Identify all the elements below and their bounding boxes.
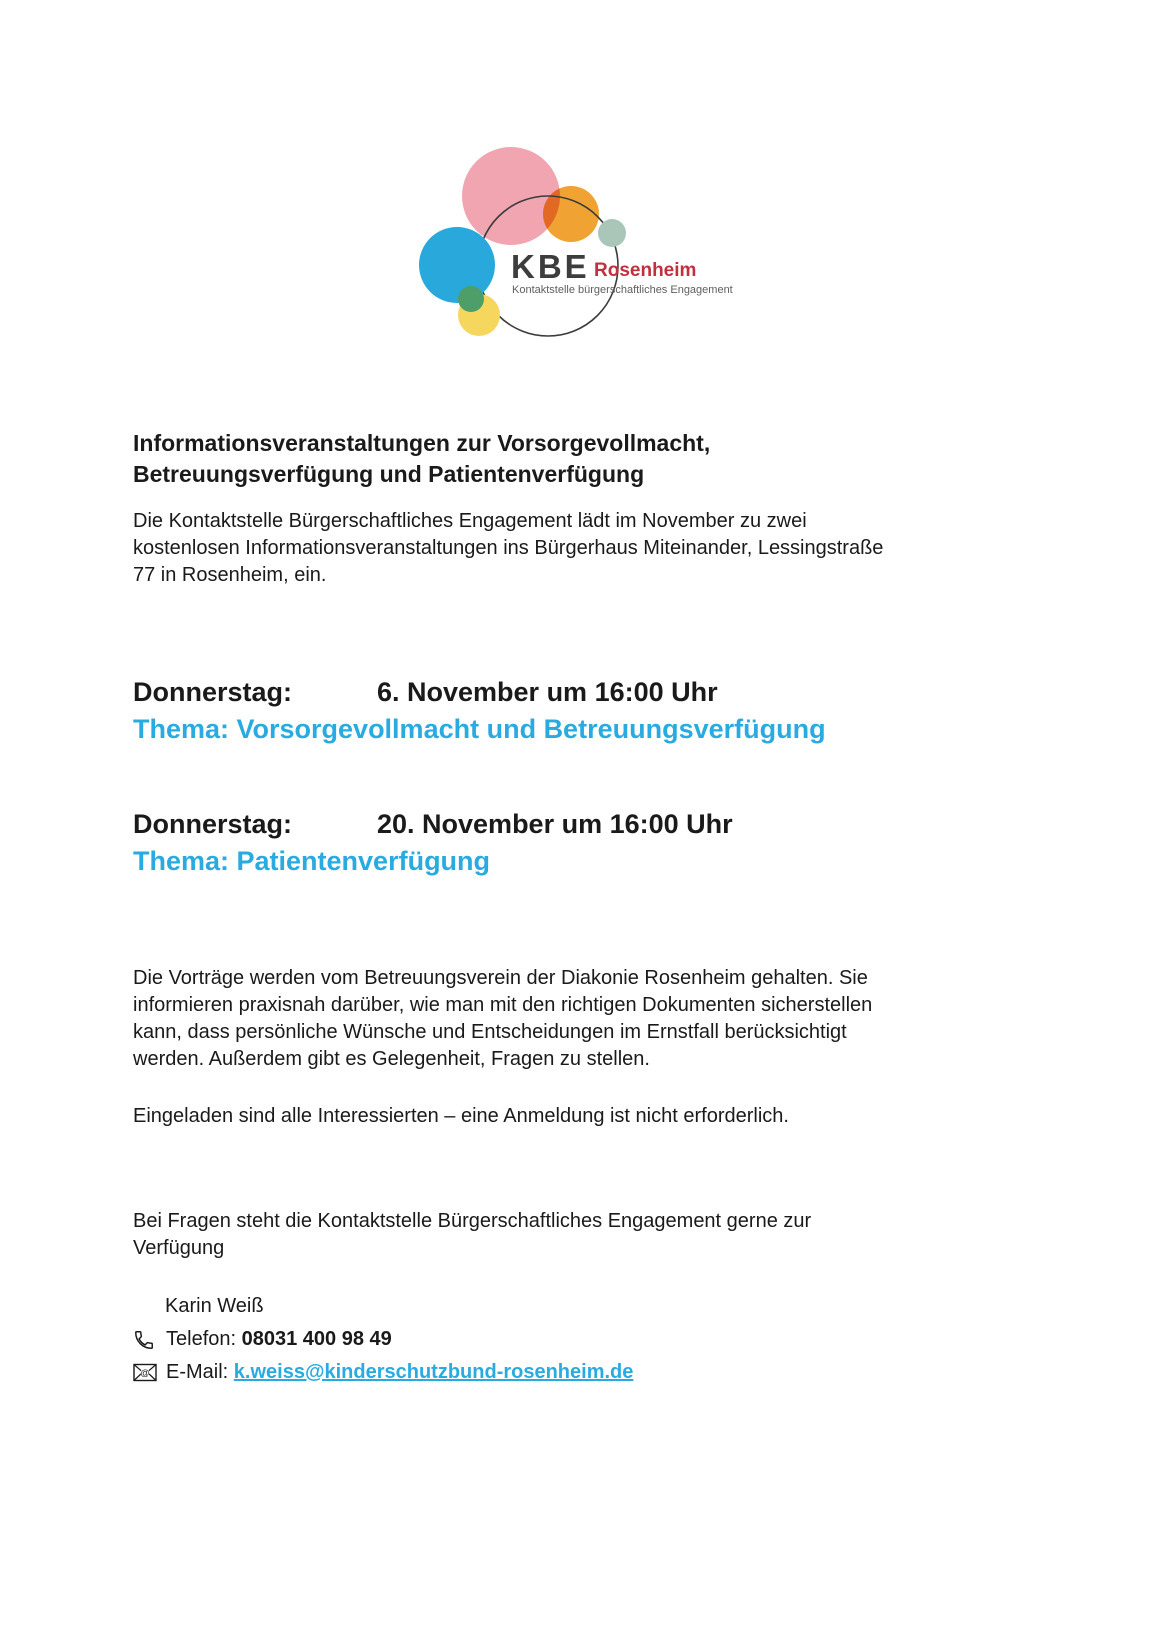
- intro-line: kostenlosen Informationsveranstaltungen ins Bürgerhaus Miteinander, Lessingstraße: [133, 537, 884, 559]
- email-icon: [133, 1363, 159, 1383]
- talks-line: werden. Außerdem gibt es Gelegenheit, Fragen zu stellen.: [133, 1048, 650, 1070]
- event-2-theme: Thema: Patientenverfügung: [133, 846, 491, 876]
- phone-icon: [133, 1329, 159, 1351]
- contact-name-row: [133, 1290, 633, 1323]
- talks-line: Die Vorträge werden vom Betreuungsverein der Diakonie Rosenheim gehalten. Sie: [133, 967, 868, 989]
- contact-block: [133, 1290, 633, 1389]
- talks-line: kann, dass persönliche Wünsche und Entscheidungen im Ernstfall berücksichtigt: [133, 1021, 847, 1043]
- email-label: E-Mail:: [166, 1361, 229, 1383]
- intro-line: Die Kontaktstelle Bürgerschaftliches Engagement lädt im November zu zwei: [133, 510, 807, 532]
- logo-circle-orange: [543, 186, 599, 242]
- email-link[interactable]: k.weiss@kinderschutzbund-rosenheim.de: [233, 1361, 634, 1383]
- page-title: [133, 428, 710, 490]
- contact-email-row: [133, 1356, 633, 1389]
- event-1-theme: Thema: Vorsorgevollmacht und Betreuungsverfügung: [133, 714, 826, 744]
- questions-line: Verfügung: [133, 1237, 225, 1259]
- phone-number: 08031 400 98 49: [241, 1328, 392, 1350]
- logo-tagline-text: Kontaktstelle bürgerschaftliches Engagement: [512, 284, 733, 296]
- questions-line: Bei Fragen steht die Kontaktstelle Bürgerschaftliches Engagement gerne zur: [133, 1210, 812, 1232]
- logo-circle-green: [458, 286, 484, 312]
- event-2: [133, 806, 733, 880]
- logo-circle-cyan: [419, 227, 495, 303]
- contact-phone-row: [133, 1323, 633, 1356]
- event-2-date-row: [133, 806, 733, 843]
- event-1: [133, 674, 826, 748]
- intro-line: 77 in Rosenheim, ein.: [133, 564, 327, 586]
- logo-circle-sage: [598, 219, 626, 247]
- phone-label: Telefon:: [166, 1328, 237, 1350]
- event-1-datetime: 6. November um 16:00 Uhr: [377, 677, 718, 707]
- kbe-logo-graphic: [400, 135, 745, 347]
- event-2-datetime: 20. November um 16:00 Uhr: [377, 809, 733, 839]
- event-1-date-row: [133, 674, 826, 711]
- page-title-line-1: Informationsveranstaltungen zur Vorsorgevollmacht,: [133, 430, 711, 456]
- event-1-day: Donnerstag:: [133, 677, 293, 707]
- page-title-line-2: Betreuungsverfügung und Patientenverfügung: [133, 461, 645, 487]
- questions-paragraph: [133, 1208, 811, 1262]
- contact-name: Karin Weiß: [165, 1295, 264, 1317]
- talks-paragraph: [133, 965, 872, 1073]
- event-2-day: Donnerstag:: [133, 809, 293, 839]
- email-at-glyph: @: [140, 1367, 150, 1378]
- invitation-paragraph: [133, 1103, 789, 1130]
- intro-paragraph: [133, 508, 883, 589]
- logo-city-text: Rosenheim: [594, 260, 697, 281]
- talks-line: informieren praxisnah darüber, wie man mit den richtigen Dokumenten sicherstellen: [133, 994, 873, 1016]
- invitation-line: Eingeladen sind alle Interessierten – eine Anmeldung ist nicht erforderlich.: [133, 1105, 789, 1127]
- kbe-logo: [400, 135, 745, 347]
- logo-kbe-text: KBE: [511, 248, 590, 285]
